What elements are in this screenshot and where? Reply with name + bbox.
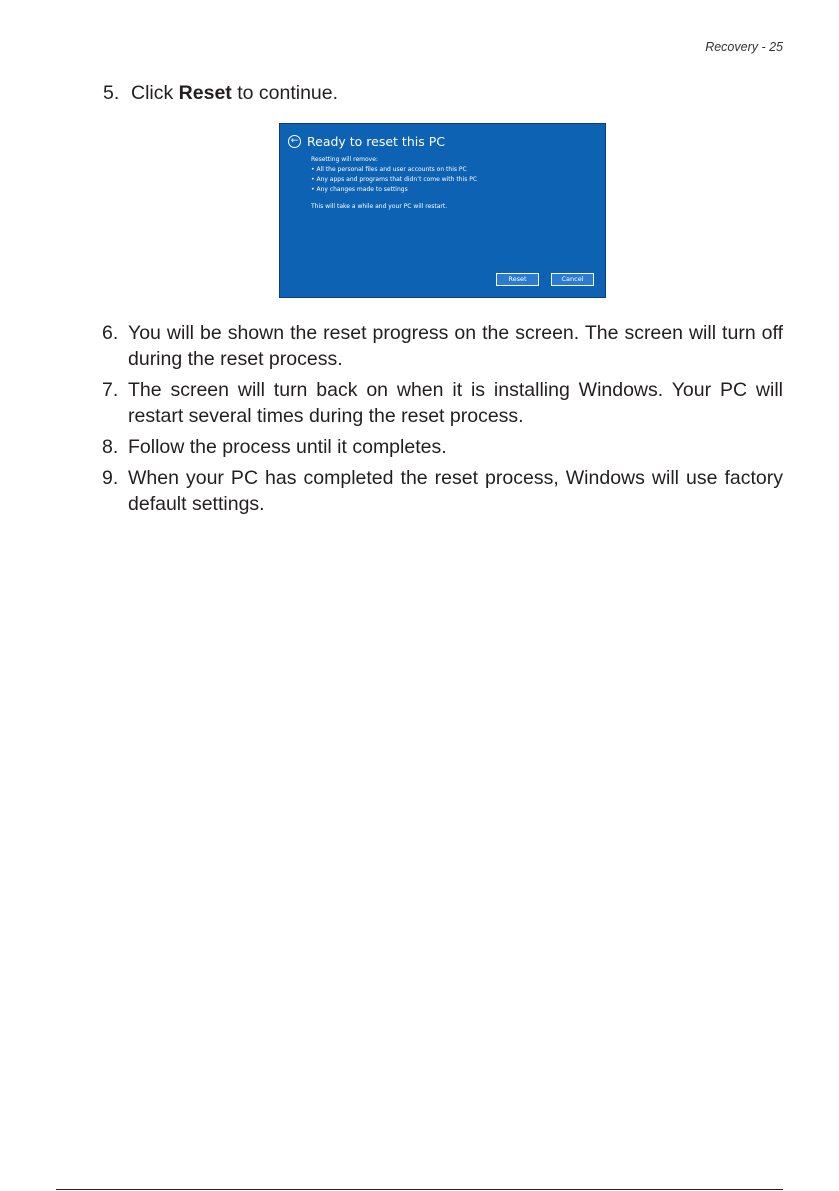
dialog-title: Ready to reset this PC (307, 134, 445, 149)
step-text: The screen will turn back on when it is installing Windows. Your PC will restart several times during the reset process. (128, 379, 783, 427)
steps-list (102, 320, 783, 522)
step-text-suffix: to continue. (231, 82, 339, 104)
step-number: 8. (102, 436, 119, 458)
dialog-bullet: • Any apps and programs that didn’t come with this PC (311, 176, 478, 183)
step-text: You will be shown the reset progress on the screen. The screen will turn off during the reset process. (128, 322, 783, 370)
back-arrow-icon[interactable]: ← (288, 135, 301, 148)
step-text: When your PC has completed the reset process, Windows will use factory default settings. (128, 467, 783, 515)
step-number: 5. (103, 82, 120, 104)
step-number: 9. (102, 467, 119, 489)
footer-divider (56, 1189, 783, 1190)
step-5 (103, 81, 338, 105)
dialog-bullet: • All the personal files and user accounts on this PC (311, 166, 467, 173)
step-number: 7. (102, 379, 119, 401)
list-item (102, 320, 783, 372)
reset-button[interactable]: Reset (496, 273, 539, 286)
dialog-intro: Resetting will remove: (311, 156, 378, 163)
cancel-button[interactable]: Cancel (551, 273, 594, 286)
step-text-bold: Reset (178, 82, 232, 104)
step-text-prefix: Click (131, 82, 174, 104)
step-text: Follow the process until it completes. (128, 436, 447, 458)
reset-pc-screenshot (279, 123, 606, 298)
list-item (102, 465, 783, 517)
dialog-note: This will take a while and your PC will restart. (311, 203, 448, 210)
step-number: 6. (102, 322, 119, 344)
page-header: Recovery - 25 (705, 40, 783, 54)
list-item (102, 434, 783, 460)
dialog-bullet: • Any changes made to settings (311, 186, 408, 193)
list-item (102, 377, 783, 429)
